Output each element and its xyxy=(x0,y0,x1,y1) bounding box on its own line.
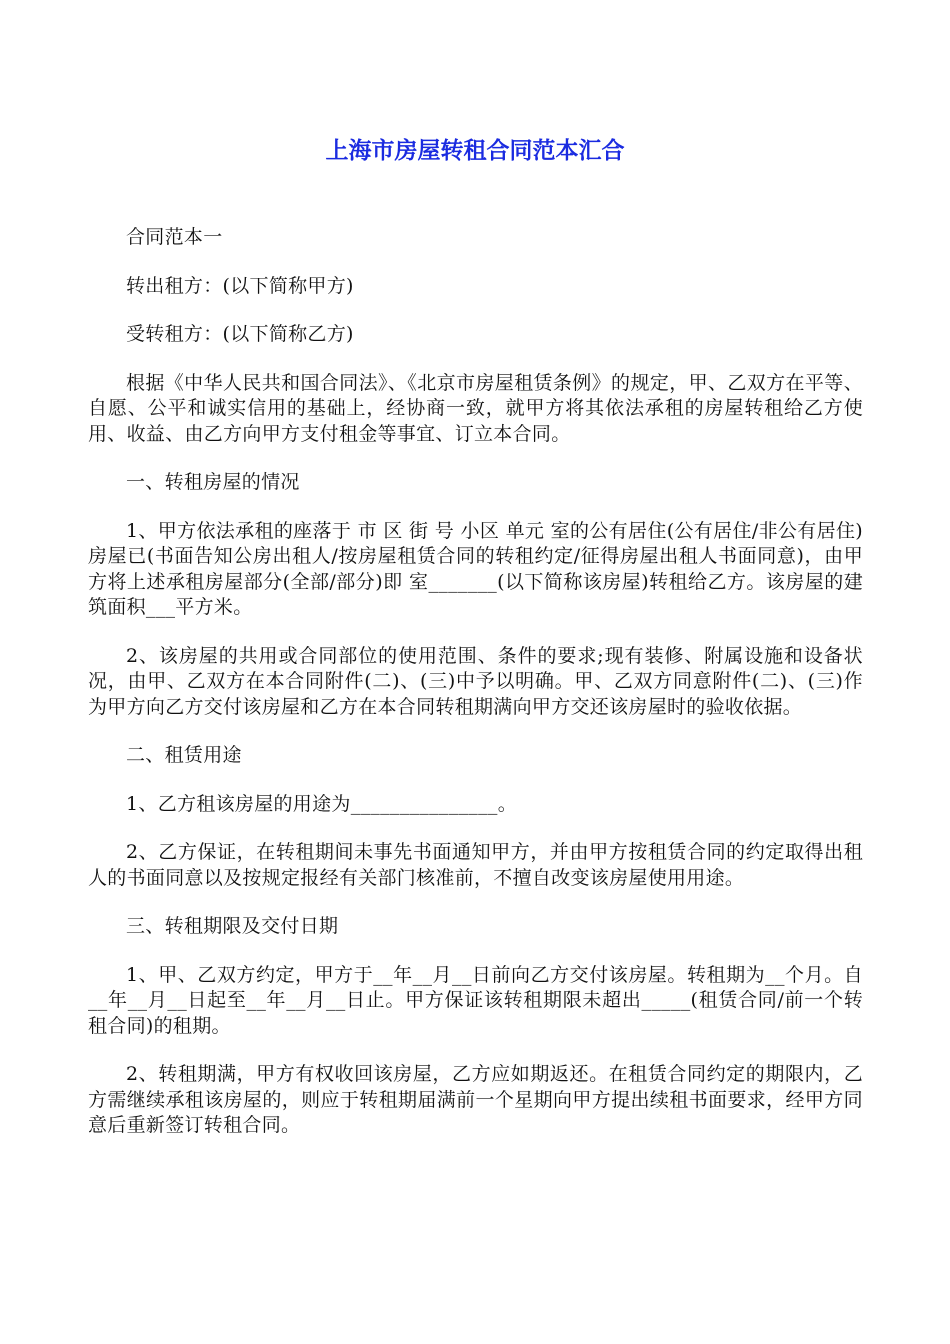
document-title: 上海市房屋转租合同范本汇合 xyxy=(325,138,625,164)
section-heading-3: 三、转租期限及交付日期 xyxy=(126,915,339,937)
paragraph-clause-2-1: 1、乙方租该房屋的用途为_______________。 xyxy=(126,792,517,815)
paragraph-contract-sample-label: 合同范本一 xyxy=(126,226,223,248)
paragraph-clause-3-2: 2、转租期满，甲方有权收回该房屋，乙方应如期返还。在租赁合同约定的期限内，乙方需继续承租该房屋的，则应于转租期届满前一个星期向甲方提出续租书面要求，经甲方同意后重新签订转租合同。 xyxy=(88,1063,863,1136)
paragraph-clause-3-1: 1、甲、乙双方约定，甲方于__年__月__日前向乙方交付该房屋。转租期为__个月。自__年__月__日起至__年__月__日止。甲方保证该转租期限未超出_____(租赁合同/前一个转租合同)的租期。 xyxy=(88,963,863,1037)
document-body xyxy=(88,225,863,1162)
paragraph-clause-1-1: 1、甲方依法承租的座落于 市 区 街 号 小区 单元 室的公有居住(公有居住/非公有居住)房屋已(书面告知公房出租人/按房屋租赁合同的转租约定/征得房屋出租人书面同意)，由甲方将上述承租房屋部分(全部/部分)即 室_______(以下简称该房屋)转租给乙方。该房屋的建筑面积___平方米。 xyxy=(88,519,863,618)
paragraph-party-b: 受转租方：(以下简称乙方) xyxy=(126,323,354,345)
section-heading-2: 二、租赁用途 xyxy=(126,744,242,766)
paragraph-clause-2-2: 2、乙方保证，在转租期间未事先书面通知甲方，并由甲方按租赁合同的约定取得出租人的书面同意以及按规定报经有关部门核准前，不擅自改变该房屋使用用途。 xyxy=(88,841,863,889)
paragraph-party-a: 转出租方：(以下简称甲方) xyxy=(126,274,354,297)
paragraph-clause-1-2: 2、该房屋的共用或合同部位的使用范围、条件的要求;现有装修、附属设施和设备状况，由甲、乙双方在本合同附件(二)、(三)中予以明确。甲、乙双方同意附件(二)、(三)作为甲方向乙方交付该房屋和乙方在本合同转租期满向甲方交还该房屋时的验收依据。 xyxy=(88,644,863,718)
paragraph-preamble: 根据《中华人民共和国合同法》、《北京市房屋租赁条例》的规定，甲、乙双方在平等、自愿、公平和诚实信用的基础上，经协商一致，就甲方将其依法承租的房屋转租给乙方使用、收益、由乙方向甲方支付租金等事宜、订立本合同。 xyxy=(88,371,863,445)
section-heading-1: 一、转租房屋的情况 xyxy=(126,471,300,493)
